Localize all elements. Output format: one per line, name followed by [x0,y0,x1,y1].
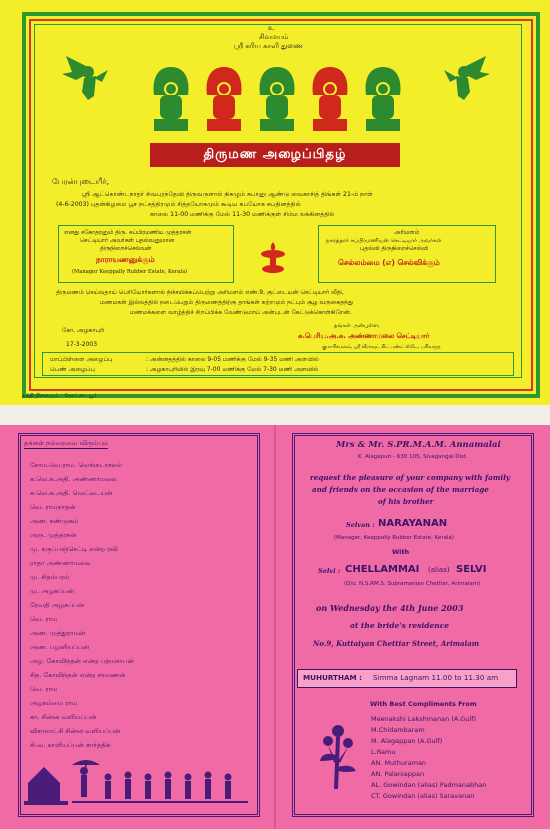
body-line-5: மணமகள் இல்லத்தில் நடைபெறும் திருமணத்திற்கு தாங்கள் சுற்றமும் நட்பும் சூழ வருகைதந்து [100,299,354,306]
body-line-1: ஸ்ரீ ஆட்கொண்டநாதர் சிவபுரந்தேவி திருவருளால் நிகழும் சுபானு ஆண்டு வைகாசித் திங்கள் 21-ம் நாள் [82,191,373,198]
hosts-name: Mrs & Mr. S.PR.M.A.M. Annamalai [336,440,501,450]
groom-name-tamil: நாராயணனுக்கும் [96,255,155,264]
body-line-6: மணமக்களை வாழ்த்திச் சிறப்பிக்க வேண்டுமாய் அன்புடன் கேட்டுக்கொள்கிறேன். [130,309,352,316]
hosts-address: K. Alagapuri - 630 105, Sivagangai Dist. [358,454,468,460]
bride-prefix: Selvi : [318,567,341,575]
list-item: கா. சின்ன வளியப்பன் [30,713,97,721]
header-deity-blessing: ஸ்ரீ கரிய காளி துணை [234,42,303,50]
groom-designation: (Manager, Keeppally Rubber Estate, Kerala) [334,535,454,541]
event-1-label: மாப்பிள்ளை அழைப்பு [50,356,113,363]
groom-note: (Manager Keeppally Rubber Estate, Kerala) [72,269,188,275]
wedding-date: on Wednesday the 4th June 2003 [316,603,464,613]
deity-3-icon [256,65,298,133]
groom-line-2: செட்டியார் அவர்கள் புதல்வனுமான [80,238,175,244]
bride-line-1: அரிமளம் [394,230,420,236]
event-2-value: : அழகாபுரியில் இரவு 7-00 மணிக்கு மேல் 7-30 மணி அளவில் [146,366,319,373]
list-item: AN. Muthuraman [371,759,427,767]
venue-line-1: at the bride's residence [350,621,450,630]
body-line-2: (4-6-2003) புதன்கிழமை பூச நட்சத்திரமும் சித்தயோகமும் கூடிய சுபயோக சுபதினத்தில் [56,201,301,208]
muhurtham-label: MUHURTHAM : [303,673,363,682]
compliments-heading: With Best Compliments From [370,700,477,708]
card-fold-line [274,425,276,829]
list-item: AN. Palaniappan [371,770,425,778]
signature-label: தங்கள் அன்புள்ள, [334,323,380,329]
list-item: விசாலாட்சி சின்ன வளியப்பன் [30,727,121,735]
salutation: பேரன்புடையீர், [52,177,109,186]
list-item: சு.வெ.க.அதி. அண்ணாமலை [30,475,117,483]
body-line-3: காலை 11-00 மணிக்கு மேல் 11-30 மணிக்குள் சிம்ம லக்கினத்தில் [150,211,335,218]
angel-right-icon [440,52,492,104]
list-item: ரேவதி அழகப்பன் [30,601,85,609]
bride-name-tamil: செல்லம்மை (எ) செல்விக்கும் [338,258,440,267]
deity-5-icon [362,65,404,133]
tamil-invitation-card [0,0,550,405]
header-om: உ [268,24,275,32]
list-item: M.Chidambaram [371,726,425,734]
list-item: அண. பழனியப்பன் [30,643,90,651]
list-item: AL. Gowindan (alias) Padmanabhan [371,781,487,789]
deity-1-icon [150,65,192,133]
list-item: மு. சிதம்பரம் [30,573,70,581]
groom-prefix: Selvan : [346,521,375,529]
list-item: மு. கருப்பஞ்செட்டி என்ற ரவி [30,545,118,553]
header-sivamayam: சிவமயம் [259,33,289,41]
list-item: L.Ramu [371,748,396,756]
list-item: M. Alagappan (A.Gulf) [371,737,443,745]
list-item: வெ. ராமநாதன் [30,503,76,511]
signature-address: குமாரிகமலம், ஸ்ரீ வீராவுட் கிட் பண்ட் ஸ்டே, பசிவருத [322,345,441,350]
bride-parentage: (D/o. N.S.RM.S. Subramanian Chettiar, Arimalam) [344,581,481,587]
request-line-1: request the pleasure of your company with family [310,473,510,482]
list-item: அண. சண்முகம் [30,517,79,525]
telegraph-footer: தந்தி நிலையம் : கோட்டையூர் [22,393,97,399]
invitation-title-banner: திருமண அழைப்பிதழ் [150,143,400,167]
list-item: அழ. கோவிந்தன் என்ற பத்மநாபன் [30,657,134,665]
bride-line-2: நகரத்தார் சுப்பிரமணியன் செட்டியார் அவர்கள் [326,238,442,244]
list-item: சு.வெ.க.அதி. வெட்டையன் [30,489,113,497]
list-item: சி.வ. காளியப்பன் கார்த்திக் [30,741,111,749]
list-item: அரு. முத்தரசன் [30,531,77,539]
list-item: Meenakshi Lakshmanan (A.Gulf) [371,715,477,723]
deity-4-icon [309,65,351,133]
with-label: With [392,548,410,556]
list-item: சோம.வெ.ராம. வெங்கடாசலம் [30,461,123,469]
venue-line-2: No.9, Kuttaiyan Chettiar Street, Arimalam [313,639,480,648]
flower-bouquet-icon [316,721,360,791]
bride-line-3: புதல்வி திருநிறைச்செல்வி [360,246,429,252]
bride-name: CHELLAMMAI [345,564,420,575]
list-item: CT. Gowindan (alias) Saravanan [371,792,475,800]
list-item: வெ. ராம [30,685,58,693]
muhurtham-time: Simma Lagnam 11.00 to 11.30 am [373,673,499,682]
list-item: ராதா அண்ணாமலை [30,559,91,567]
english-invitation-card [0,425,550,829]
event-2-label: பெண் அழைப்பு [50,366,95,373]
welcome-heading: தங்கள் நல்வரவை விரும்பும் [24,439,109,447]
event-1-value: : அன்னதத்தில் காலை 9-05 மணிக்கு மேல் 9-35 மணி அளவில் [146,356,319,363]
kuthuvilakku-lamp-icon [258,240,288,274]
groom-line-1: எனது சகோதரனும் திரு. சுப்பிரமணிய முத்தரசன் [64,230,192,236]
body-line-4: திருமணம் செய்வதாய் பெரியோர்களால் நிச்சயிக்கப்பெற்று அரிமளம் எண்.9, குட்டையன் செட்டியார் வீதி, [56,289,344,296]
place: கோ. அழகாபுரி [62,327,105,334]
deity-2-icon [203,65,245,133]
list-item: சித. கோவிந்தன் என்ற சரவணன் [30,671,126,679]
signature-name: சு.பெரிய.அ.சு. அண்ணாமலை செட்டியார் [298,332,430,340]
list-item: மு. அழகப்பன் [30,587,74,595]
date: 17-3-2003 [66,341,98,348]
request-line-2: and friends on the occasion of the marriage [312,485,489,494]
list-item: வெ. ராம [30,615,58,623]
list-item: அழகம்மை ராம [30,699,78,707]
bride-alias: (alias) [428,566,450,574]
wedding-procession-illustration-icon [24,757,250,807]
request-line-3: of his brother [378,497,434,506]
angel-left-icon [60,52,112,104]
bride-name-alias: SELVI [456,564,487,575]
list-item: அண. முத்துராமன் [30,629,86,637]
groom-line-3: திருநிறைச்செல்வன் [100,246,152,252]
groom-name: NARAYANAN [378,518,448,529]
